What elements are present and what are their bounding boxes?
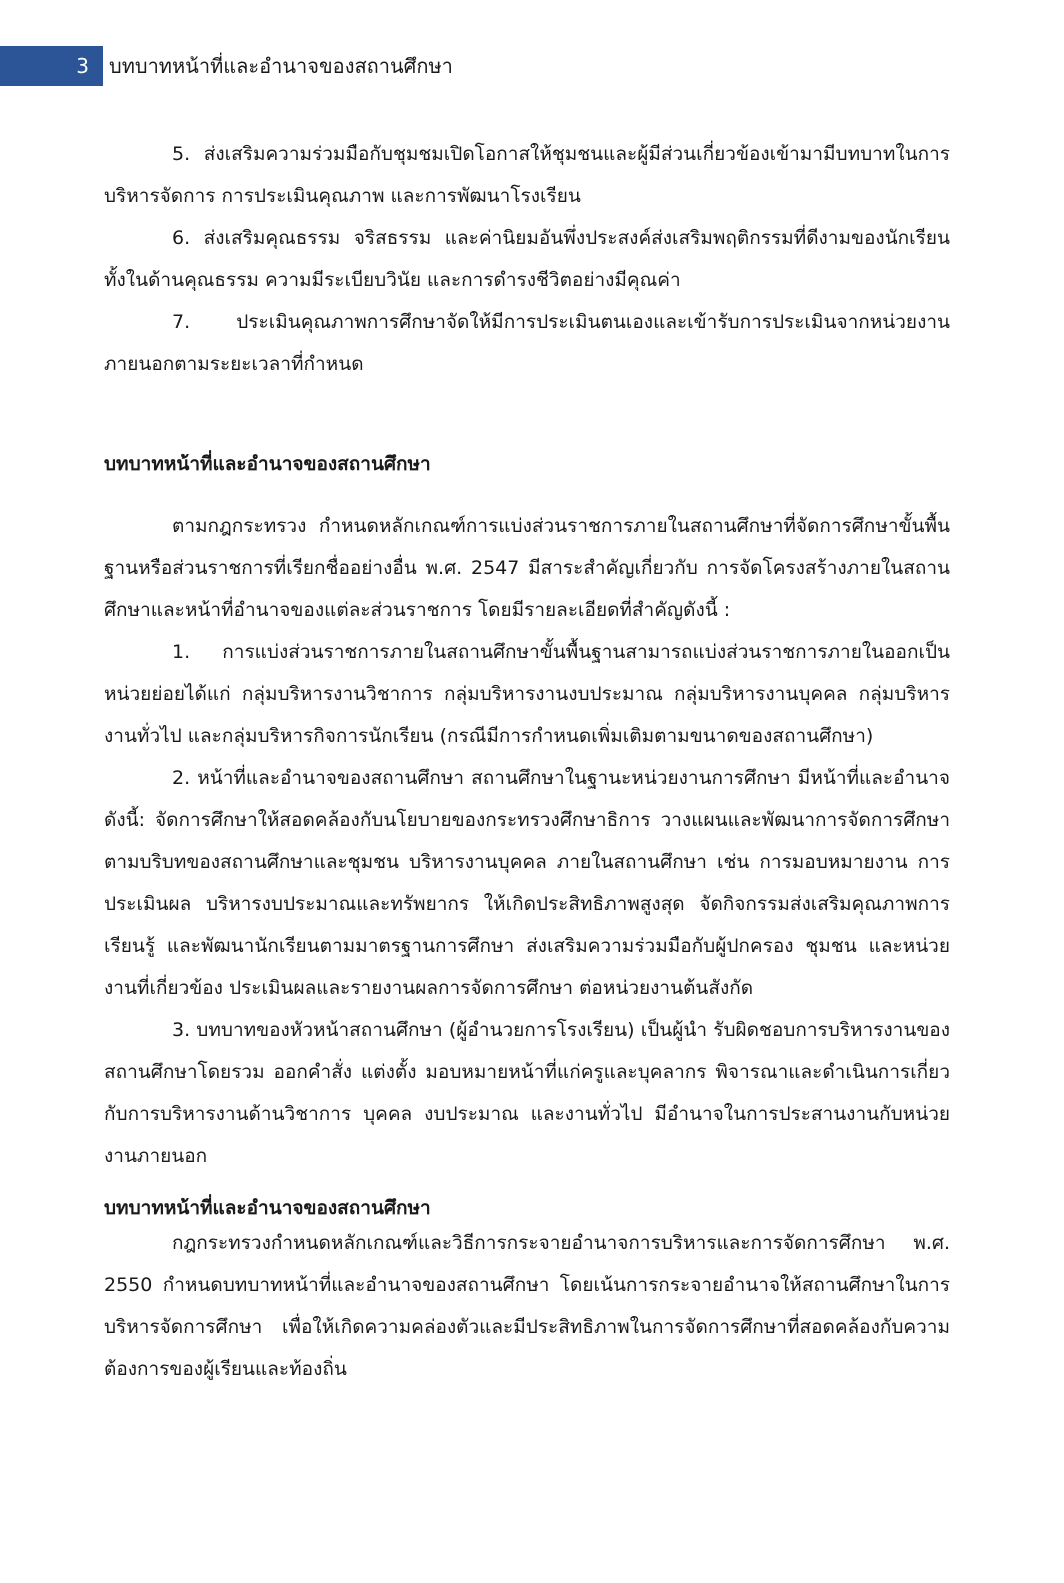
list-item: 1. การแบ่งส่วนราชการภายในสถานศึกษาขั้นพื้นฐานสามารถแบ่งส่วนราชการภายในออกเป็นหน่วยย่อยได้แก่ กลุ่มบริหารงานวิชาการ กลุ่มบริหารงานงบประมาณ กลุ่มบริหารงานบุคคล กลุ่มบริหารงานทั่วไป และกลุ่มบริหารกิจการนักเรียน (กรณีมีการกำหนดเพิ่มเติมตามขนาดของสถานศึกษา) — [104, 641, 950, 747]
list-item: 7. ประเมินคุณภาพการศึกษาจัดให้มีการประเมินตนเองและเข้ารับการประเมินจากหน่วยงานภายนอกตามระยะเวลาที่กำหนด — [104, 311, 950, 375]
list-item: 6. ส่งเสริมคุณธรรม จริสธรรม และค่านิยมอันพึ่งประสงค์ส่งเสริมพฤติกรรมที่ดีงามของนักเรียน ทั้งในด้านคุณธรรม ความมีระเบียบวินัย และการดำรงชีวิตอย่างมีคุณค่า — [104, 227, 950, 291]
list-item: 2. หน้าที่และอำนาจของสถานศึกษา สถานศึกษาในฐานะหน่วยงานการศึกษา มีหน้าที่และอำนาจ ดังนี้: จัดการศึกษาให้สอดคล้องกับนโยบายของกระทรวงศึกษาธิการ วางแผนและพัฒนาการจัดการศึกษาตามบริบทของสถานศึกษาและชุมชน บริหารงานบุคคล ภายในสถานศึกษา เช่น การมอบหมายงาน การประเมินผล บริหารงบประมาณและทรัพยากร ให้เกิดประสิทธิภาพสูงสุด จัดกิจกรรมส่งเสริมคุณภาพการเรียนรู้ และพัฒนานักเรียนตามมาตรฐานการศึกษา ส่งเสริมความร่วมมือกับผู้ปกครอง ชุมชน และหน่วยงานที่เกี่ยวข้อง ประเมินผลและรายงานผลการจัดการศึกษา ต่อหน่วยงานต้นสังกัด — [104, 767, 950, 999]
section-heading: บทบาทหน้าที่และอำนาจของสถานศึกษา — [104, 1197, 431, 1219]
intro-paragraph: ตามกฎกระทรวง กำหนดหลักเกณฑ์การแบ่งส่วนราชการภายในสถานศึกษาที่จัดการศึกษาขั้นพื้นฐานหรือส่วนราชการที่เรียกชื่ออย่างอื่น พ.ศ. 2547 มีสาระสำคัญเกี่ยวกับ การจัดโครงสร้างภายในสถานศึกษาและหน้าที่อำนาจของแต่ละส่วนราชการ โดยมีรายละเอียดที่สำคัญดังนี้ : — [104, 515, 950, 621]
section-2-heading-wrap — [104, 443, 950, 485]
page-header — [0, 46, 453, 86]
list-item: 3. บทบาทของหัวหน้าสถานศึกษา (ผู้อำนวยการโรงเรียน) เป็นผู้นำ รับผิดชอบการบริหารงานของสถานศึกษาโดยรวม ออกคำสั่ง แต่งตั้ง มอบหมายหน้าที่แก่ครูและบุคลากร พิจารณาและดำเนินการเกี่ยวกับการบริหารงานด้านวิชาการ บุคคล งบประมาณ และงานทั่วไป มีอำนาจในการประสานงานกับหน่วยงานภายนอก — [104, 1019, 950, 1167]
body-paragraph: กฎกระทรวงกำหนดหลักเกณฑ์และวิธีการกระจายอำนาจการบริหารและการจัดการศึกษา พ.ศ. 2550 กำหนดบทบาทหน้าที่และอำนาจของสถานศึกษา โดยเน้นการกระจายอำนาจให้สถานศึกษาในการบริหารจัดการศึกษา เพื่อให้เกิดความคล่องตัวและมีประสิทธิภาพในการจัดการศึกษาที่สอดคล้องกับความต้องการของผู้เรียนและท้องถิ่น — [104, 1232, 950, 1380]
section-heading: บทบาทหน้าที่และอำนาจของสถานศึกษา — [104, 453, 431, 475]
page-number: 3 — [0, 46, 103, 86]
section-1-body — [104, 133, 950, 385]
header-title: บทบาทหน้าที่และอำนาจของสถานศึกษา — [109, 54, 453, 78]
list-item: 5. ส่งเสริมความร่วมมือกับชุมชมเปิดโอกาสให้ชุมชนและผู้มีส่วนเกี่ยวข้องเข้ามามีบทบาทในการบริหารจัดการ การประเมินคุณภาพ และการพัฒนาโรงเรียน — [104, 143, 950, 207]
section-2-body — [104, 505, 950, 1177]
section-3-body — [104, 1222, 950, 1390]
